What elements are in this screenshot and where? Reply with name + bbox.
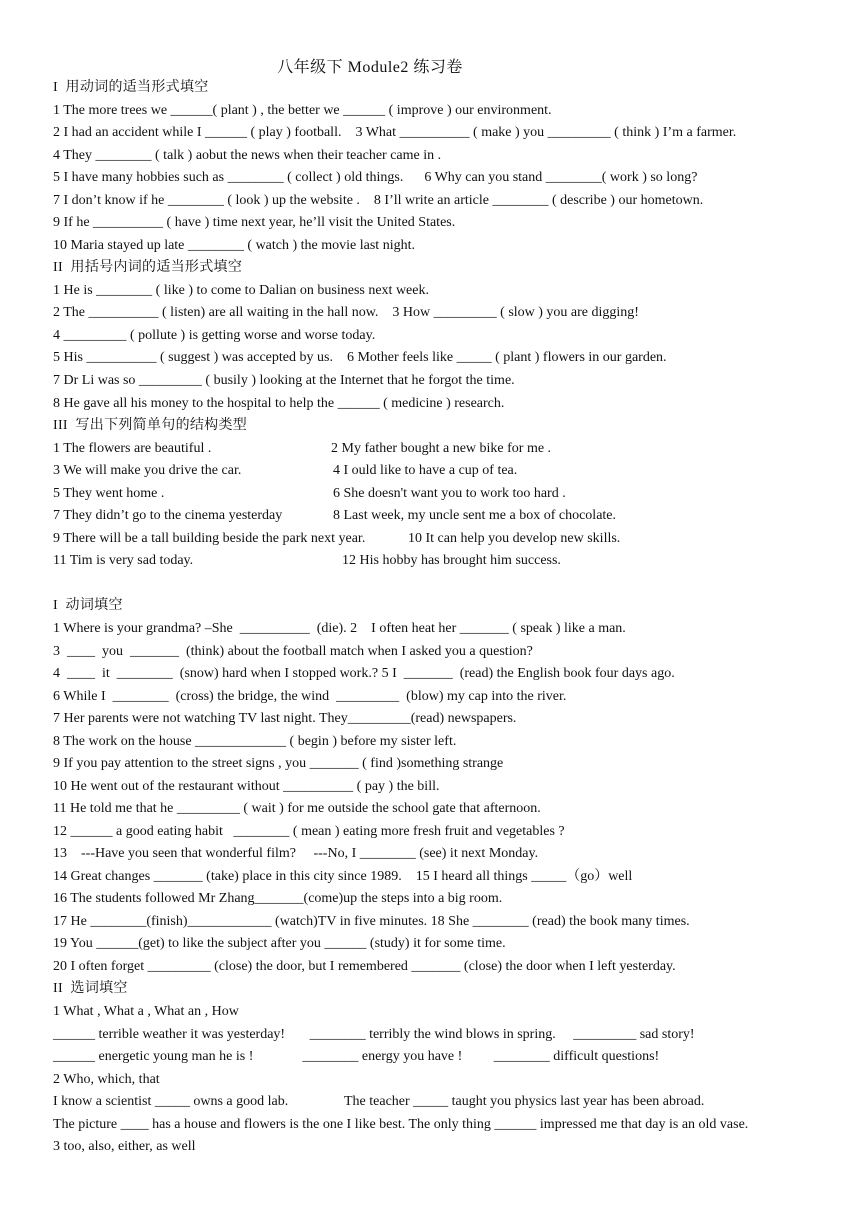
- exercise-line: 2 I had an accident while I ______ ( play ) football. 3 What __________ ( make ) you _________ ( think ) I’m a farmer.: [53, 125, 737, 140]
- exercise-line: 1 The more trees we ______( plant ) , the better we ______ ( improve ) our environment.: [53, 103, 552, 118]
- exercise-line: 7 Her parents were not watching TV last night. They_________(read) newspapers.: [53, 711, 517, 726]
- exercise-line: ______ terrible weather it was yesterday! ________ terribly the wind blows in spring. _________ sad story!: [53, 1027, 695, 1042]
- exercise-line: 5 His __________ ( suggest ) was accepted by us. 6 Mother feels like _____ ( plant ) flowers in our garden.: [53, 350, 667, 365]
- sentence-left: 9 There will be a tall building beside the park next year.: [53, 531, 366, 546]
- sentence-right: 8 Last week, my uncle sent me a box of chocolate.: [333, 508, 617, 523]
- sentence-right: 12 His hobby has brought him success.: [342, 553, 561, 568]
- exercise-line: 2 Who, which, that: [53, 1072, 160, 1087]
- exercise-line: 1 He is ________ ( like ) to come to Dalian on business next week.: [53, 283, 429, 298]
- exercise-line: 17 He ________(finish)____________ (watch)TV in five minutes. 18 She ________ (read) the book many times.: [53, 914, 690, 929]
- exercise-line: 2 The __________ ( listen) are all waiting in the hall now. 3 How _________ ( slow ) you are digging!: [53, 305, 639, 320]
- sentence-right: 10 It can help you develop new skills.: [408, 531, 621, 546]
- exercise-line: 3 too, also, either, as well: [53, 1139, 196, 1154]
- exercise-line: 4 ____ it ________ (snow) hard when I stopped work.? 5 I _______ (read) the English book four days ago.: [53, 666, 675, 681]
- section-heading: I 用动词的适当形式填空: [53, 80, 209, 95]
- sentence-left: 1 The flowers are beautiful .: [53, 441, 212, 456]
- exercise-line: 1 Where is your grandma? –She __________ (die). 2 I often heat her _______ ( speak ) like a man.: [53, 621, 626, 636]
- exercise-line: ______ energetic young man he is ! ________ energy you have ! ________ difficult questions!: [53, 1049, 660, 1064]
- exercise-line: 6 While I ________ (cross) the bridge, the wind _________ (blow) my cap into the river.: [53, 689, 567, 704]
- sentence-left: 3 We will make you drive the car.: [53, 463, 242, 478]
- exercise-line: 7 I don’t know if he ________ ( look ) up the website . 8 I’ll write an article ________ ( describe ) our hometown.: [53, 193, 704, 208]
- exercise-line: 3 ____ you _______ (think) about the football match when I asked you a question?: [53, 644, 533, 659]
- sentence-right: 2 My father bought a new bike for me .: [331, 441, 552, 456]
- section-heading: I 动词填空: [53, 598, 123, 613]
- exercise-line: 4 They ________ ( talk ) aobut the news when their teacher came in .: [53, 148, 442, 163]
- exercise-line: 19 You ______(get) to like the subject after you ______ (study) it for some time.: [53, 936, 506, 951]
- exercise-line: 5 I have many hobbies such as ________ ( collect ) old things. 6 Why can you stand ________( work ) so long?: [53, 170, 698, 185]
- sentence-left: 11 Tim is very sad today.: [53, 553, 194, 568]
- section-heading: II 选词填空: [53, 981, 128, 996]
- exercise-line: 16 The students followed Mr Zhang_______(come)up the steps into a big room.: [53, 891, 503, 906]
- exercise-line: The picture ____ has a house and flowers is the one I like best. The only thing ______ impressed me that day is an old vase.: [53, 1117, 749, 1132]
- sentence-right: 6 She doesn't want you to work too hard .: [333, 486, 566, 501]
- exercise-line: 11 He told me that he _________ ( wait ) for me outside the school gate that afternoon.: [53, 801, 541, 816]
- section-heading: III 写出下列简单句的结构类型: [53, 418, 248, 433]
- exercise-line: 9 If you pay attention to the street signs , you _______ ( find )something strange: [53, 756, 504, 771]
- exercise-line: 8 The work on the house _____________ ( begin ) before my sister left.: [53, 734, 457, 749]
- exercise-line: 10 He went out of the restaurant without __________ ( pay ) the bill.: [53, 779, 440, 794]
- sentence-left: 7 They didn’t go to the cinema yesterday: [53, 508, 283, 523]
- exercise-line: 13 ---Have you seen that wonderful film? ---No, I ________ (see) it next Monday.: [53, 846, 539, 861]
- exercise-line: 4 _________ ( pollute ) is getting worse and worse today.: [53, 328, 376, 343]
- sentence-left: 5 They went home .: [53, 486, 165, 501]
- exercise-line: 9 If he __________ ( have ) time next year, he’ll visit the United States.: [53, 215, 456, 230]
- exercise-line: 12 ______ a good eating habit ________ ( mean ) eating more fresh fruit and vegetables ?: [53, 824, 565, 839]
- exercise-line: I know a scientist _____ owns a good lab. The teacher _____ taught you physics last year has been abroad.: [53, 1094, 705, 1109]
- exercise-line: 10 Maria stayed up late ________ ( watch ) the movie last night.: [53, 238, 415, 253]
- exercise-line: 20 I often forget _________ (close) the door, but I remembered _______ (close) the door when I left yesterday.: [53, 959, 676, 974]
- exercise-line: 7 Dr Li was so _________ ( busily ) looking at the Internet that he forgot the time.: [53, 373, 515, 388]
- sentence-right: 4 I ould like to have a cup of tea.: [333, 463, 518, 478]
- section-heading: II 用括号内词的适当形式填空: [53, 260, 243, 275]
- exercise-line: 14 Great changes _______ (take) place in this city since 1989. 15 I heard all things _____（go）well: [53, 869, 633, 884]
- exercise-line: 8 He gave all his money to the hospital to help the ______ ( medicine ) research.: [53, 396, 505, 411]
- page-title: 八年级下 Module2 练习卷: [277, 59, 463, 76]
- exercise-line: 1 What , What a , What an , How: [53, 1004, 239, 1019]
